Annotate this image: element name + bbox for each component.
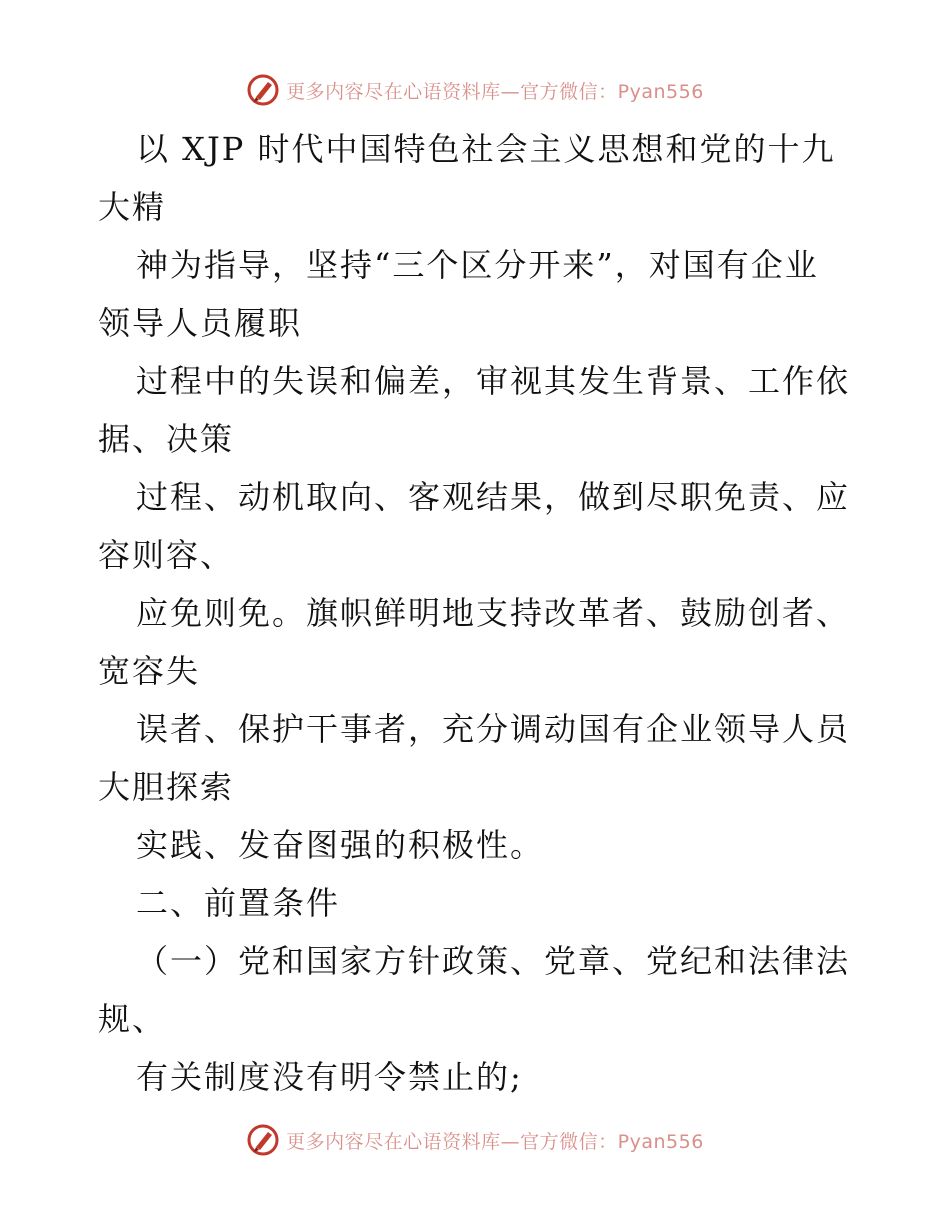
text-line: 宽容失 (98, 652, 201, 690)
text-line: 大精 (98, 188, 167, 226)
text-line: 容则容、 (98, 536, 235, 574)
text-line: 过程、动机取向、客观结果，做到尽职免责、应 (136, 478, 851, 516)
header-watermark (0, 70, 950, 110)
text-line: 规、 (98, 1000, 167, 1038)
text-line: 误者、保护干事者，充分调动国有企业领导人员 (136, 710, 851, 748)
text-line: 以 XJP 时代中国特色社会主义思想和党的十九 (136, 130, 836, 168)
text-line: 应免则免。旗帜鲜明地支持改革者、鼓励创者、 (136, 594, 851, 632)
footer-watermark (0, 1120, 950, 1160)
watermark-text: 更多内容尽在心语资料库—官方微信：Pyan556 (286, 80, 704, 103)
text-line: 领导人员履职 (98, 304, 303, 342)
text-line: 大胆探索 (98, 768, 235, 806)
text-line: 据、决策 (98, 420, 235, 458)
text-line: （一）党和国家方针政策、党章、党纪和法律法 (136, 942, 851, 980)
text-line: 神为指导，坚持“三个区分开来”，对国有企业 (136, 246, 819, 284)
red-pen-logo-icon (246, 73, 280, 107)
text-line: 有关制度没有明令禁止的; (136, 1058, 523, 1096)
body-text (98, 120, 858, 1106)
text-line: 实践、发奋图强的积极性。 (136, 826, 545, 864)
section-heading: 二、前置条件 (136, 884, 341, 922)
red-pen-logo-icon (246, 1123, 280, 1157)
text-line: 过程中的失误和偏差，审视其发生背景、工作依 (136, 362, 851, 400)
watermark-text: 更多内容尽在心语资料库—官方微信：Pyan556 (286, 1130, 704, 1153)
